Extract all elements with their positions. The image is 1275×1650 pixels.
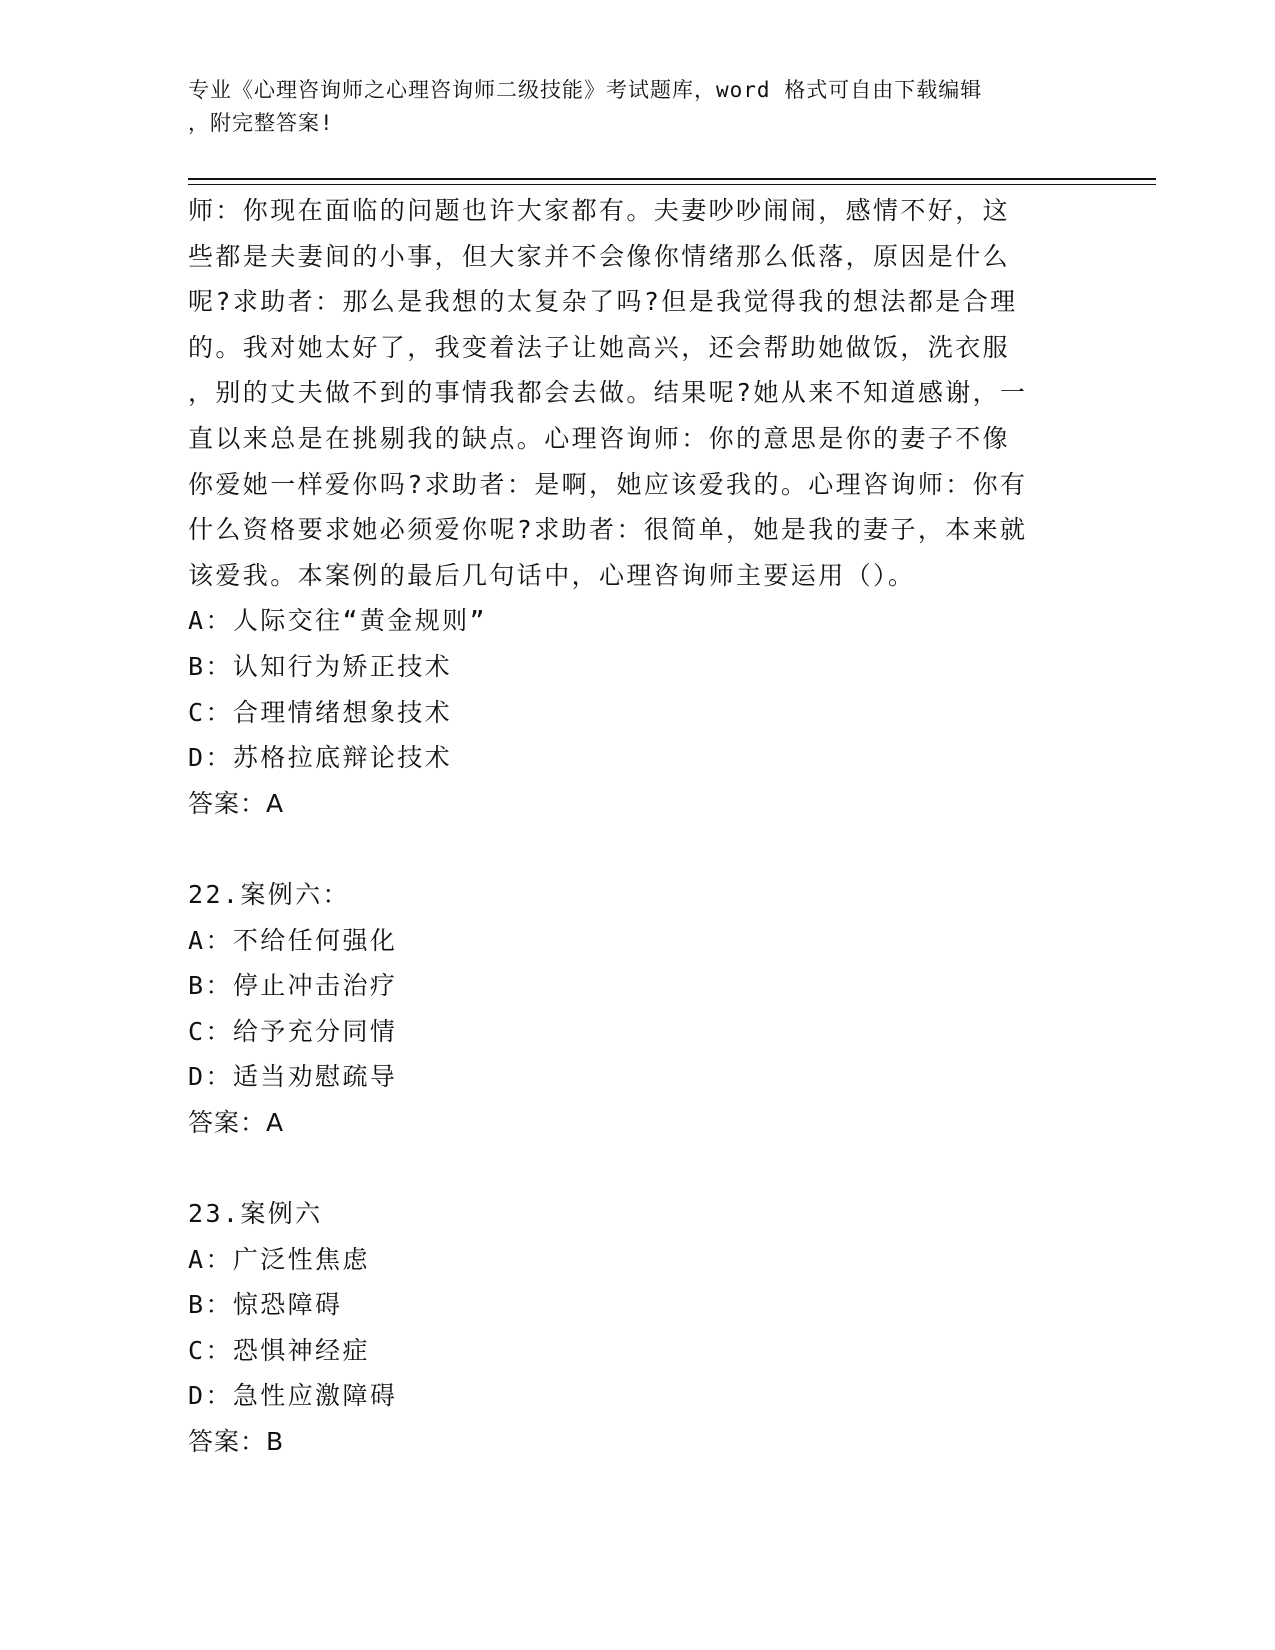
spacer xyxy=(188,826,1088,872)
option-b: B：惊恐障碍 xyxy=(188,1290,343,1320)
spacer xyxy=(188,1145,1088,1191)
stem-line: 师：你现在面临的问题也许大家都有。夫妻吵吵闹闹，感情不好，这 xyxy=(188,196,1011,225)
option-c: C：恐惧神经症 xyxy=(188,1335,370,1365)
header-rule-thick xyxy=(188,178,1156,180)
stem-line: 该爱我。本案例的最后几句话中，心理咨询师主要运用（）。 xyxy=(188,560,916,590)
header-line-2: ，附完整答案! xyxy=(188,111,334,135)
stem-line: 你爱她一样爱你吗?求助者：是啊，她应该爱我的。心理咨询师：你有 xyxy=(188,469,1028,499)
option-c: C：合理情绪想象技术 xyxy=(188,697,453,727)
stem-line: ，别的丈夫做不到的事情我都会去做。结果呢?她从来不知道感谢，一 xyxy=(188,378,1028,408)
option-c: C：给予充分同情 xyxy=(188,1016,398,1046)
question-23 xyxy=(188,1191,1088,1465)
stem-line: 的。我对她太好了，我变着法子让她高兴，还会帮助她做饭，洗衣服 xyxy=(188,332,1011,362)
answer: 答案：A xyxy=(188,1107,285,1137)
question-title: 22.案例六： xyxy=(188,879,350,909)
header-line-1: 专业《心理咨询师之心理咨询师二级技能》考试题库，word 格式可自由下载编辑 xyxy=(188,78,983,102)
option-a: A：广泛性焦虑 xyxy=(188,1244,370,1274)
option-d: D：苏格拉底辩论技术 xyxy=(188,743,453,773)
document-body xyxy=(188,188,1088,1465)
option-a: A：不给任何强化 xyxy=(188,925,398,955)
stem-line: 什么资格要求她必须爱你呢?求助者：很简单，她是我的妻子，本来就 xyxy=(188,515,1028,545)
answer: 答案：A xyxy=(188,788,285,818)
question-22 xyxy=(188,872,1088,1146)
stem-line: 呢?求助者：那么是我想的太复杂了吗?但是我觉得我的想法都是合理 xyxy=(188,287,1018,317)
option-b: B：认知行为矫正技术 xyxy=(188,651,453,681)
stem-line: 直以来总是在挑剔我的缺点。心理咨询师：你的意思是你的妻子不像 xyxy=(188,423,1011,453)
question-title: 23.案例六 xyxy=(188,1199,323,1229)
header-rule-thin xyxy=(188,184,1156,185)
stem-line: 些都是夫妻间的小事，但大家并不会像你情绪那么低落，原因是什么 xyxy=(188,241,1011,271)
option-b: B：停止冲击治疗 xyxy=(188,971,398,1001)
question-21-stem xyxy=(188,188,1088,598)
option-d: D：急性应激障碍 xyxy=(188,1381,398,1411)
question-21 xyxy=(188,188,1088,826)
option-a: A：人际交往“黄金规则” xyxy=(188,606,487,636)
document-header xyxy=(188,74,1068,140)
answer: 答案：B xyxy=(188,1427,285,1457)
option-d: D：适当劝慰疏导 xyxy=(188,1062,398,1092)
